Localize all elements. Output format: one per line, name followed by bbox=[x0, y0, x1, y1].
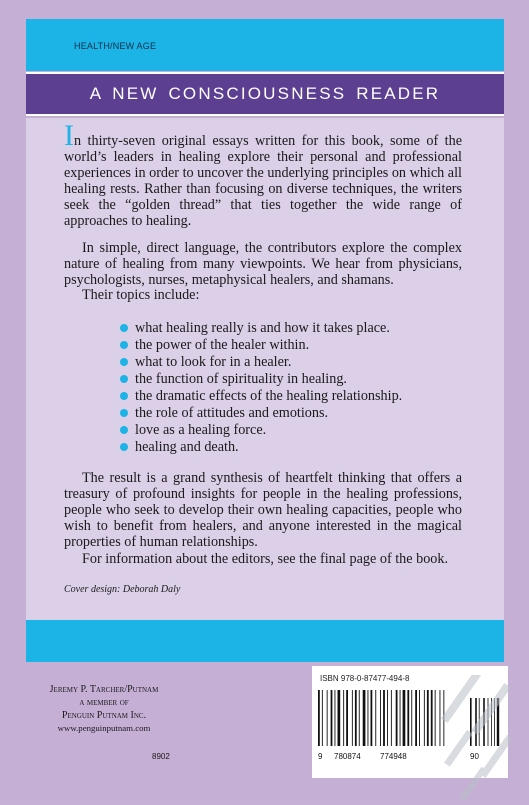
list-item: the role of attitudes and emotions. bbox=[120, 405, 402, 422]
category-label: HEALTH/NEW AGE bbox=[74, 41, 157, 51]
cover-design-credit: Cover design: Deborah Daly bbox=[64, 584, 181, 595]
list-item: the power of the healer within. bbox=[120, 337, 402, 354]
barcode-group-2: 774948 bbox=[380, 752, 407, 761]
intro-paragraph bbox=[64, 119, 462, 229]
list-item: the function of spirituality in healing. bbox=[120, 371, 402, 388]
paragraph-editors-info: For information about the editors, see the final page of the book. bbox=[82, 551, 449, 567]
topics-list bbox=[120, 320, 402, 456]
bullet-dot-icon bbox=[120, 375, 128, 383]
bullet-dot-icon bbox=[120, 324, 128, 332]
bullet-dot-icon bbox=[120, 443, 128, 451]
list-item: the dramatic effects of the healing relationship. bbox=[120, 388, 402, 405]
list-item: what to look for in a healer. bbox=[120, 354, 402, 371]
paragraph-topics-intro: Their topics include: bbox=[82, 287, 200, 303]
series-title: A NEW CONSCIOUSNESS READER bbox=[89, 84, 441, 103]
list-item: love as a healing force. bbox=[120, 422, 402, 439]
bullet-dot-icon bbox=[120, 341, 128, 349]
intro-text: n thirty-seven original essays written for this book, some of the world’s leaders in healing explore their personal and professional experiences in order to uncover the underlying principles on which all healing rests. Rather than focusing on diverse techniques, the writers seek the “golden thread” that ties together the wide range of approaches to healing. bbox=[64, 133, 462, 229]
paragraph-contributors: In simple, direct language, the contributors explore the complex nature of healing from many viewpoints. We hear from physicians, psychologists, nurses, metaphysical healers, and shamans. bbox=[64, 240, 462, 288]
bullet-dot-icon bbox=[120, 426, 128, 434]
bullet-dot-icon bbox=[120, 409, 128, 417]
bullet-dot-icon bbox=[120, 358, 128, 366]
publisher-parent: Penguin Putnam Inc. bbox=[61, 710, 147, 721]
publisher-url: www.penguinputnam.com bbox=[57, 723, 151, 733]
list-item: what healing really is and how it takes place. bbox=[120, 320, 402, 337]
drop-cap: I bbox=[64, 119, 74, 152]
barcode-digit-first: 9 bbox=[318, 752, 323, 761]
isbn-text: ISBN 978-0-87477-494-8 bbox=[320, 674, 410, 683]
series-banner bbox=[26, 72, 504, 116]
barcode-group-1: 780874 bbox=[334, 752, 361, 761]
barcode-addon: 90 bbox=[470, 752, 479, 761]
publisher-block bbox=[30, 683, 178, 735]
bullet-dot-icon bbox=[120, 392, 128, 400]
bottom-color-band bbox=[26, 620, 504, 662]
watermark-logo bbox=[418, 675, 529, 805]
publisher-member-of: a member of bbox=[79, 697, 129, 708]
list-item: healing and death. bbox=[120, 439, 402, 456]
paragraph-synthesis: The result is a grand synthesis of heartfelt thinking that offers a treasury of profound insights for people in the healing professions, people who seek to develop their own healing capacities, people who wish to benefit from healers, and anyone interested in the magical properties of human relationships. bbox=[64, 470, 462, 550]
price-code: 8902 bbox=[152, 752, 170, 761]
publisher-name: Jeremy P. Tarcher/Putnam bbox=[49, 684, 159, 695]
